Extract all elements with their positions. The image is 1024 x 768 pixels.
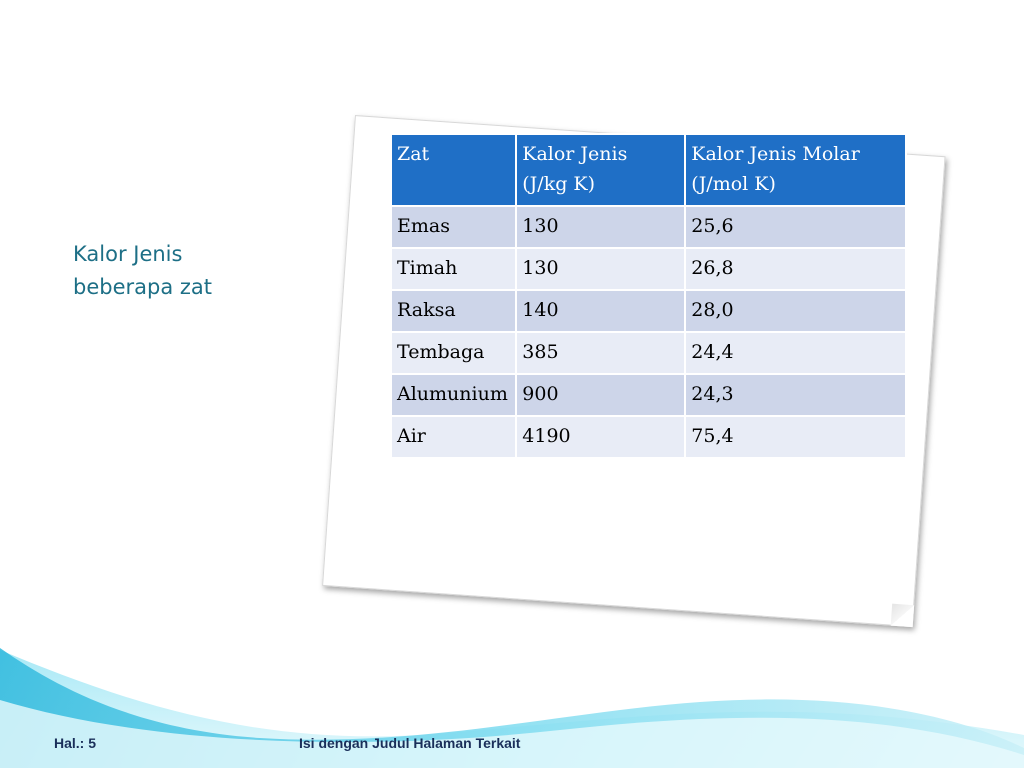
cell-zat: Timah xyxy=(391,248,516,290)
table-row xyxy=(391,248,906,290)
cell-kalor-molar: 26,8 xyxy=(685,248,906,290)
side-title xyxy=(73,238,293,304)
header-kalor-jenis: Kalor Jenis (J/kg K) xyxy=(516,134,685,206)
cell-kalor-molar: 24,3 xyxy=(685,374,906,416)
table-row xyxy=(391,416,906,458)
cell-kalor-molar: 25,6 xyxy=(685,206,906,248)
cell-kalor-jenis: 4190 xyxy=(516,416,685,458)
table-header-row xyxy=(391,134,906,206)
cell-kalor-molar: 75,4 xyxy=(685,416,906,458)
header-zat: Zat xyxy=(391,134,516,206)
cell-kalor-jenis: 130 xyxy=(516,248,685,290)
header-kalor-jenis-molar: Kalor Jenis Molar (J/mol K) xyxy=(685,134,906,206)
specific-heat-table xyxy=(390,133,907,459)
side-title-line1: Kalor Jenis xyxy=(73,242,183,266)
cell-kalor-jenis: 140 xyxy=(516,290,685,332)
cell-zat: Raksa xyxy=(391,290,516,332)
cell-kalor-molar: 28,0 xyxy=(685,290,906,332)
cell-kalor-jenis: 385 xyxy=(516,332,685,374)
cell-kalor-jenis: 130 xyxy=(516,206,685,248)
side-title-line2: beberapa zat xyxy=(73,275,213,299)
cell-zat: Alumunium xyxy=(391,374,516,416)
page-curl-icon xyxy=(891,604,914,627)
cell-zat: Emas xyxy=(391,206,516,248)
table-row xyxy=(391,374,906,416)
table-row xyxy=(391,206,906,248)
cell-zat: Tembaga xyxy=(391,332,516,374)
footer-title: Isi dengan Judul Halaman Terkait xyxy=(299,735,521,751)
table-row xyxy=(391,332,906,374)
page-number: Hal.: 5 xyxy=(54,735,97,751)
cell-kalor-molar: 24,4 xyxy=(685,332,906,374)
cell-kalor-jenis: 900 xyxy=(516,374,685,416)
cell-zat: Air xyxy=(391,416,516,458)
table-row xyxy=(391,290,906,332)
